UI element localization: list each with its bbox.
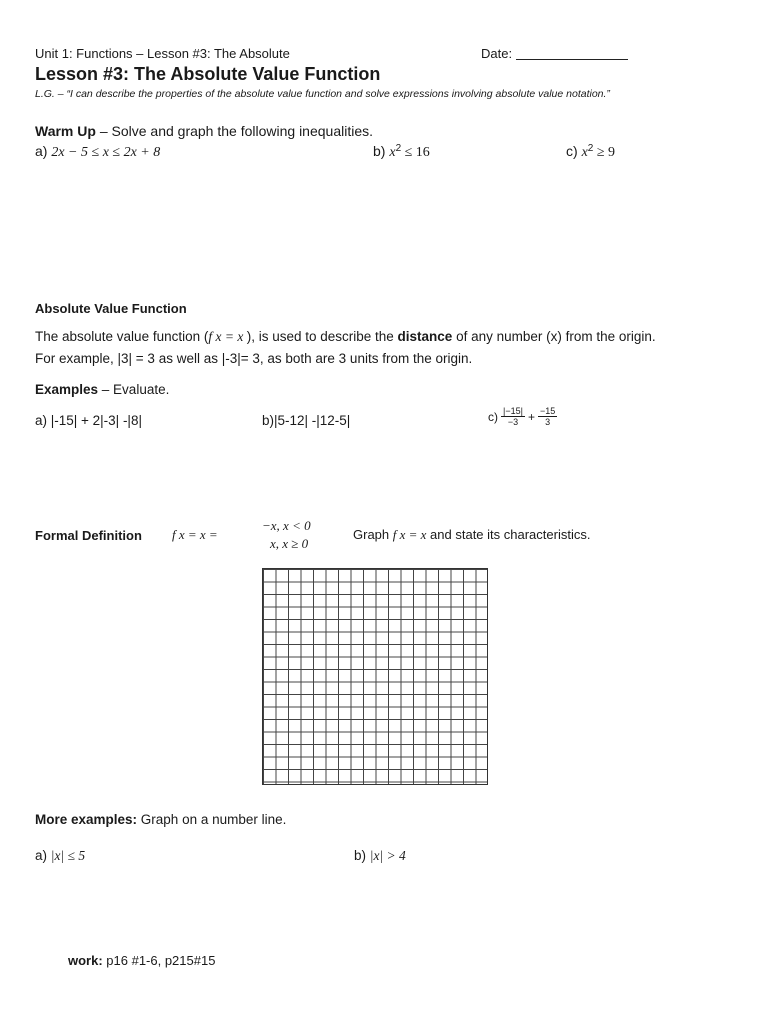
date-field [481, 46, 628, 61]
warmup-b-rest: ≤ 16 [401, 145, 430, 160]
warmup-line [35, 123, 373, 139]
avf-line1-bold: distance [397, 329, 453, 344]
graph-grid [262, 568, 488, 785]
formal-definition-label: Formal Definition [35, 528, 142, 543]
example-c-label: c) [488, 409, 498, 424]
fraction-1-denominator: −3 [507, 417, 519, 427]
example-a: a) |-15| + 2|-3| -|8| [35, 413, 142, 428]
warmup-instruction: – Solve and graph the following inequalities. [95, 123, 374, 139]
date-label: Date: [481, 46, 513, 61]
example-c-fraction-1 [501, 406, 525, 427]
fraction-1-numerator: |−15| [503, 406, 523, 416]
more-b-expr: |x| > 4 [369, 848, 406, 863]
case-negative: −x, x < 0 [262, 518, 311, 533]
warmup-b-exp: 2 [395, 143, 402, 154]
fraction-2-numerator: −15 [539, 406, 556, 416]
absolute-value-example: For example, |3| = 3 as well as |-3|= 3, as both are 3 units from the origin. [35, 351, 473, 366]
absolute-value-definition [35, 329, 656, 345]
absolute-value-heading: Absolute Value Function [35, 301, 187, 316]
more-examples-heading: More examples: [35, 812, 138, 827]
warmup-c-base: x [581, 145, 588, 160]
more-examples-instruction: Graph on a number line. [137, 812, 287, 827]
more-b-label: b) [354, 848, 370, 863]
homework-text: p16 #1-6, p215#15 [102, 953, 216, 968]
graph-func: f x = x [392, 527, 427, 542]
more-examples-line [35, 812, 286, 827]
warmup-c-exp: 2 [587, 143, 594, 154]
warmup-b [373, 143, 430, 161]
warmup-c-rest: ≥ 9 [593, 145, 616, 160]
more-a-expr: |x| ≤ 5 [50, 848, 86, 863]
example-c-fraction-2 [538, 406, 557, 427]
page-title: Lesson #3: The Absolute Value Function [35, 64, 381, 84]
warmup-b-label: b) [373, 143, 390, 159]
warmup-heading: Warm Up [35, 123, 96, 139]
formal-definition-function: f x = x = [172, 527, 218, 542]
graph-post: and state its characteristics. [426, 527, 591, 542]
example-c-plus: + [527, 409, 535, 424]
warmup-c [566, 143, 615, 161]
homework-line [68, 953, 215, 968]
more-example-b [354, 848, 406, 864]
avf-line1-pre: The absolute value function ( [35, 329, 209, 344]
example-b: b)|5-12| -|12-5| [262, 413, 351, 428]
more-a-label: a) [35, 848, 51, 863]
examples-line [35, 382, 169, 397]
example-c [488, 406, 560, 427]
graph-instruction [353, 527, 590, 543]
avf-line1-func: f x = x [208, 329, 247, 344]
warmup-c-label: c) [566, 143, 582, 159]
examples-heading: Examples [35, 382, 99, 397]
examples-instruction: – Evaluate. [98, 382, 170, 397]
avf-line1-mid: ), is used to describe the [246, 329, 398, 344]
more-example-a [35, 848, 85, 864]
warmup-a-expr: 2x − 5 ≤ x ≤ 2x + 8 [51, 145, 161, 160]
warmup-a [35, 143, 160, 161]
warmup-b-base: x [389, 145, 396, 160]
homework-label: work: [68, 953, 103, 968]
avf-line1-post: of any number (x) from the origin. [452, 329, 656, 344]
warmup-a-label: a) [35, 143, 52, 159]
date-blank [516, 47, 628, 60]
case-nonnegative: x, x ≥ 0 [270, 536, 309, 551]
formal-definition-cases [262, 517, 311, 553]
unit-line: Unit 1: Functions – Lesson #3: The Absolute [35, 46, 290, 61]
fraction-2-denominator: 3 [545, 417, 551, 427]
graph-pre: Graph [353, 527, 393, 542]
learning-goal: L.G. – “I can describe the properties of the absolute value function and solve expressions involving absolute value notation.” [35, 88, 610, 100]
